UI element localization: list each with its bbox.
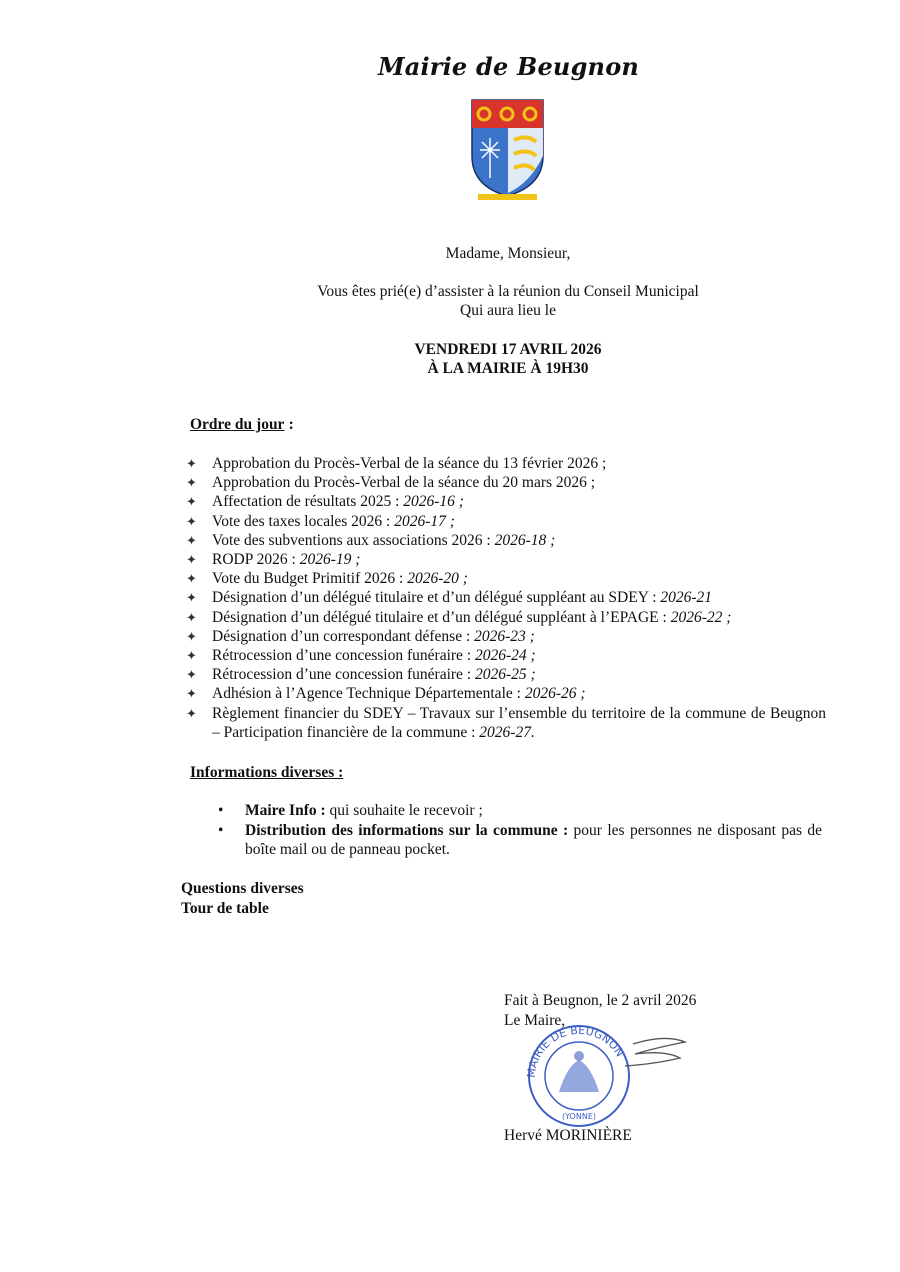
agenda-item-text: Désignation d’un correspondant défense :	[212, 627, 475, 645]
invitation	[300, 282, 716, 320]
agenda-heading-colon: :	[284, 416, 294, 433]
salutation: Madame, Monsieur,	[445, 245, 571, 262]
agenda-item	[186, 454, 826, 473]
agenda-item	[186, 627, 826, 646]
four-point-star-icon: ✦	[186, 571, 197, 587]
agenda-item	[186, 492, 826, 511]
four-point-star-icon: ✦	[186, 648, 197, 664]
agenda-item	[186, 588, 826, 607]
questions-diverses: Questions diverses	[181, 880, 304, 897]
agenda-item	[186, 684, 826, 703]
agenda-item-text: Désignation d’un délégué titulaire et d’un délégué suppléant au SDEY :	[212, 589, 661, 607]
agenda-item	[186, 608, 826, 627]
deliberation-code: 2026-22 ;	[670, 608, 732, 626]
information-item	[218, 821, 822, 860]
signatory-name: Hervé MORINIÈRE	[504, 1127, 632, 1144]
meeting-details	[300, 340, 716, 378]
four-point-star-icon: ✦	[186, 513, 197, 529]
coat-of-arms-icon	[470, 98, 545, 203]
deliberation-code: 2026-21	[660, 589, 713, 607]
informations-heading: Informations diverses :	[190, 764, 344, 781]
agenda-item-text: Approbation du Procès-Verbal de la séance du 20 mars 2026 ;	[212, 474, 596, 492]
meeting-date: VENDREDI 17 AVRIL 2026	[414, 341, 602, 358]
bullet-icon: •	[218, 821, 224, 839]
information-item	[218, 801, 822, 821]
informations-list	[218, 801, 822, 860]
agenda-item	[186, 704, 826, 742]
signature-role: Le Maire,	[504, 1012, 566, 1029]
meeting-place-time: À LA MAIRIE À 19H30	[427, 360, 589, 377]
four-point-star-icon: ✦	[186, 628, 197, 644]
four-point-star-icon: ✦	[186, 494, 197, 510]
agenda-item-text: Affectation de résultats 2025 :	[212, 493, 404, 511]
agenda-item-text: Vote du Budget Primitif 2026 :	[212, 570, 408, 588]
agenda-item	[186, 531, 826, 550]
deliberation-code: 2026-27.	[479, 723, 535, 741]
deliberation-code: 2026-24 ;	[474, 647, 536, 665]
four-point-star-icon: ✦	[186, 590, 197, 606]
four-point-star-icon: ✦	[186, 456, 197, 471]
agenda-heading-text: Ordre du jour	[190, 416, 285, 433]
deliberation-code: 2026-23 ;	[474, 627, 535, 645]
stamp-text: MAIRIE DE BEUGNON	[524, 1023, 627, 1079]
four-point-star-icon: ✦	[186, 705, 197, 721]
invitation-line-1: Vous êtes prié(e) d’assister à la réunion du Conseil Municipal	[317, 283, 699, 300]
agenda-item-text: Désignation d’un délégué titulaire et d’un délégué suppléant à l’EPAGE :	[212, 608, 671, 626]
deliberation-code: 2026-25 ;	[474, 666, 536, 684]
agenda-item-text: Vote des taxes locales 2026 :	[212, 512, 395, 530]
agenda-item-text: Adhésion à l’Agence Technique Départementale :	[212, 685, 525, 703]
agenda-item-text: Approbation du Procès-Verbal de la séance du 13 février 2026 ;	[212, 455, 607, 472]
agenda-item	[186, 665, 826, 684]
agenda-item-text: Vote des subventions aux associations 2026 :	[212, 531, 495, 549]
agenda-item-text: Règlement financier du SDEY – Travaux sur l’ensemble du territoire de la commune de Beugnon – Participation financière de la commune :	[212, 704, 826, 741]
agenda-list	[186, 454, 826, 742]
deliberation-code: 2026-18 ;	[494, 531, 556, 549]
official-stamp-icon	[515, 1020, 700, 1130]
deliberation-code: 2026-16 ;	[403, 493, 464, 511]
agenda-heading	[190, 416, 294, 434]
agenda-item	[186, 550, 826, 569]
four-point-star-icon: ✦	[186, 667, 197, 683]
agenda-item-text: Rétrocession d’une concession funéraire :	[212, 647, 475, 665]
information-item-text: pour les personnes ne disposant pas de boîte mail ou de panneau pocket.	[245, 821, 822, 858]
invitation-line-2: Qui aura lieu le	[460, 302, 556, 319]
deliberation-code: 2026-17 ;	[394, 512, 455, 530]
four-point-star-icon: ✦	[186, 532, 197, 548]
agenda-item	[186, 569, 826, 588]
agenda-item	[186, 646, 826, 665]
tour-de-table: Tour de table	[181, 900, 269, 917]
agenda-item-text: RODP 2026 :	[212, 551, 300, 569]
agenda-item-text: Rétrocession d’une concession funéraire :	[212, 666, 475, 684]
information-item-text: qui souhaite le recevoir ;	[325, 802, 483, 819]
four-point-star-icon: ✦	[186, 609, 197, 625]
stamp-subtext: (YONNE)	[561, 1112, 597, 1121]
agenda-item	[186, 473, 826, 492]
agenda-item	[186, 512, 826, 531]
information-item-title: Distribution des informations sur la commune :	[245, 821, 569, 839]
signature-place-date: Fait à Beugnon, le 2 avril 2026	[504, 992, 697, 1009]
page-title: Mairie de Beugnon	[377, 52, 640, 81]
deliberation-code: 2026-19 ;	[299, 551, 361, 569]
four-point-star-icon: ✦	[186, 552, 197, 568]
information-item-title: Maire Info :	[245, 802, 326, 819]
deliberation-code: 2026-20 ;	[407, 570, 468, 588]
deliberation-code: 2026-26 ;	[524, 685, 586, 703]
four-point-star-icon: ✦	[186, 475, 197, 491]
bullet-icon: •	[218, 802, 224, 819]
four-point-star-icon: ✦	[186, 686, 197, 702]
